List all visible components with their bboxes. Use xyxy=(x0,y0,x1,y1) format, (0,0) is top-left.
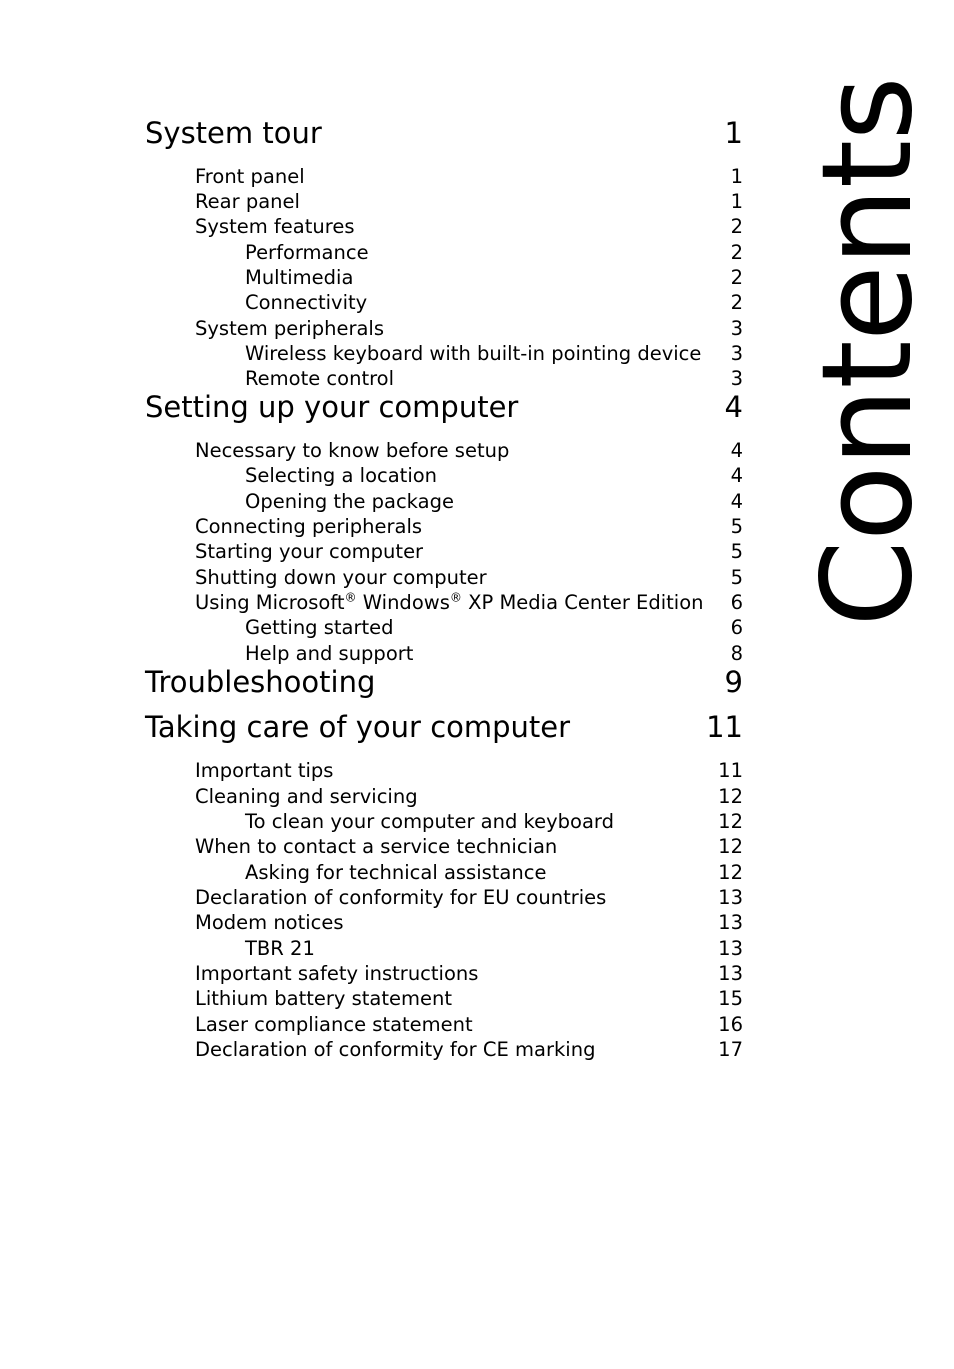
toc-title-part: Using Microsoft xyxy=(195,591,345,614)
toc-page-number: 5 xyxy=(730,566,743,589)
page-title xyxy=(796,77,940,627)
toc-entry-title: Shutting down your computer xyxy=(195,566,487,589)
toc-subentry[interactable] xyxy=(145,860,743,885)
toc-entry-title: Asking for technical assistance xyxy=(245,861,547,884)
toc-page-number: 4 xyxy=(724,390,743,424)
toc-entry[interactable] xyxy=(145,910,743,935)
toc-section-title: Troubleshooting xyxy=(145,665,376,699)
toc-entry-title: Declaration of conformity for EU countries xyxy=(195,886,607,909)
toc-entry-title: Declaration of conformity for CE marking xyxy=(195,1038,596,1061)
toc-entry-title: Necessary to know before setup xyxy=(195,439,510,462)
page-title-text: Contents xyxy=(796,77,940,627)
toc-page-number: 17 xyxy=(718,1038,743,1061)
toc-page-number: 5 xyxy=(730,540,743,563)
toc-subentry[interactable] xyxy=(145,265,743,290)
toc-page-number: 3 xyxy=(730,342,743,365)
toc-page-number: 6 xyxy=(730,591,743,614)
toc-page-number: 4 xyxy=(730,439,743,462)
toc-subentry[interactable] xyxy=(145,240,743,265)
toc-page-number: 4 xyxy=(730,464,743,487)
toc-page-number: 13 xyxy=(718,886,743,909)
toc-page-number: 5 xyxy=(730,515,743,538)
toc-subentry[interactable] xyxy=(145,809,743,834)
toc-entry-title: Rear panel xyxy=(195,190,300,213)
toc-entry-title: System features xyxy=(195,215,355,238)
toc-entry[interactable] xyxy=(145,164,743,189)
toc-entry[interactable] xyxy=(145,986,743,1011)
toc-section-troubleshooting[interactable] xyxy=(145,662,743,702)
toc-entry[interactable] xyxy=(145,1037,743,1062)
toc-entry-title: When to contact a service technician xyxy=(195,835,558,858)
toc-page-number: 8 xyxy=(730,642,743,665)
toc-title-part: Windows xyxy=(356,591,450,614)
toc-page-number: 16 xyxy=(718,1013,743,1036)
toc-entry-title: Remote control xyxy=(245,367,395,390)
toc-page-number: 6 xyxy=(730,616,743,639)
toc-page-number: 3 xyxy=(730,367,743,390)
toc-page-number: 2 xyxy=(730,266,743,289)
toc-entry-title: Modem notices xyxy=(195,911,344,934)
toc-page-number: 2 xyxy=(730,241,743,264)
toc-page-number: 9 xyxy=(724,665,743,699)
toc-entry[interactable] xyxy=(145,590,743,615)
toc-entry[interactable] xyxy=(145,189,743,214)
toc-entry[interactable] xyxy=(145,1012,743,1037)
toc-title-part: XP Media Center Edition xyxy=(461,591,704,614)
toc-section-setting-up[interactable] xyxy=(145,387,743,427)
toc-page-number: 12 xyxy=(718,861,743,884)
toc-entry-title: Important safety instructions xyxy=(195,962,479,985)
toc-entry-title: TBR 21 xyxy=(245,937,315,960)
toc-page-number: 1 xyxy=(724,116,743,150)
toc-page-number: 12 xyxy=(718,835,743,858)
toc-entry-title: Important tips xyxy=(195,759,334,782)
toc-page-number: 13 xyxy=(718,962,743,985)
toc-entry[interactable] xyxy=(145,565,743,590)
toc-entry-title: Getting started xyxy=(245,616,394,639)
toc-entry-title: Connecting peripherals xyxy=(195,515,423,538)
toc-section-system-tour[interactable] xyxy=(145,113,743,153)
toc-entry[interactable] xyxy=(145,316,743,341)
toc-section-title: Setting up your computer xyxy=(145,390,519,424)
toc-entry-title: Selecting a location xyxy=(245,464,438,487)
toc-entry-title: Front panel xyxy=(195,165,305,188)
toc-section-taking-care[interactable] xyxy=(145,707,743,747)
toc-subentry[interactable] xyxy=(145,341,743,366)
toc-entry[interactable] xyxy=(145,214,743,239)
toc-entry-title: Lithium battery statement xyxy=(195,987,453,1010)
toc-subentry[interactable] xyxy=(145,290,743,315)
toc-entry-title: Connectivity xyxy=(245,291,368,314)
toc-entry[interactable] xyxy=(145,784,743,809)
toc-entry-title xyxy=(145,590,704,615)
toc-page-number: 11 xyxy=(718,759,743,782)
toc-page-number: 2 xyxy=(730,291,743,314)
toc-entry-title: Laser compliance statement xyxy=(195,1013,473,1036)
toc-entry-title: Performance xyxy=(245,241,369,264)
toc-entry[interactable] xyxy=(145,438,743,463)
toc-page-number: 15 xyxy=(718,987,743,1010)
toc-entry[interactable] xyxy=(145,758,743,783)
toc-page-number: 13 xyxy=(718,937,743,960)
toc-page-number: 12 xyxy=(718,785,743,808)
toc-subentry[interactable] xyxy=(145,463,743,488)
registered-mark: ® xyxy=(449,590,462,605)
toc-page-number: 11 xyxy=(706,710,743,744)
toc-page-number: 4 xyxy=(730,490,743,513)
toc-entry-title: Opening the package xyxy=(245,490,454,513)
toc-page-number: 1 xyxy=(730,165,743,188)
toc-entry[interactable] xyxy=(145,834,743,859)
toc-entry[interactable] xyxy=(145,539,743,564)
toc-entry-title: Multimedia xyxy=(245,266,354,289)
toc-page-number: 1 xyxy=(730,190,743,213)
toc-subentry[interactable] xyxy=(145,615,743,640)
toc-entry-title: To clean your computer and keyboard xyxy=(245,810,614,833)
toc-entry-title: Cleaning and servicing xyxy=(195,785,418,808)
toc-entry-title: Wireless keyboard with built-in pointing device xyxy=(245,342,702,365)
registered-mark: ® xyxy=(344,590,357,605)
toc-subentry[interactable] xyxy=(145,936,743,961)
toc-section-title: Taking care of your computer xyxy=(145,710,571,744)
toc-entry[interactable] xyxy=(145,514,743,539)
toc-page-number: 3 xyxy=(730,317,743,340)
toc-subentry[interactable] xyxy=(145,489,743,514)
toc-page-number: 13 xyxy=(718,911,743,934)
toc-entry[interactable] xyxy=(145,961,743,986)
toc-entry[interactable] xyxy=(145,885,743,910)
toc-section-title: System tour xyxy=(145,116,322,150)
toc-entry-title: Starting your computer xyxy=(195,540,424,563)
toc-entry-title: Help and support xyxy=(245,642,414,665)
toc-page-number: 12 xyxy=(718,810,743,833)
toc-entry-title: System peripherals xyxy=(195,317,385,340)
toc-page-number: 2 xyxy=(730,215,743,238)
